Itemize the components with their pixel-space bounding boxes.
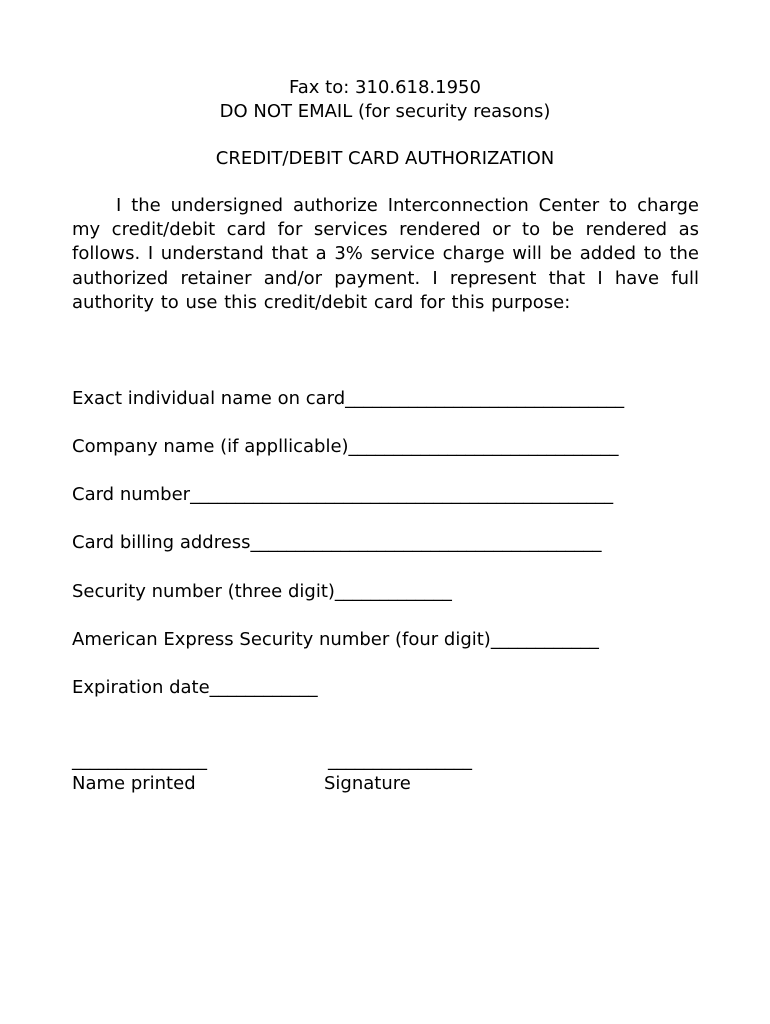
name-on-card-blank: _______________________________ <box>345 388 625 409</box>
card-number-blank: _______________________________________________ <box>190 484 614 505</box>
field-expiration-date <box>72 676 318 700</box>
name-printed-line: _______________ <box>72 750 207 771</box>
field-amex-security-number <box>72 628 599 652</box>
fax-line: Fax to: 310.618.1950 <box>289 77 481 98</box>
field-label: Exact individual name on card <box>72 388 346 409</box>
field-label: Security number (three digit) <box>72 581 335 602</box>
field-card-number <box>72 483 613 507</box>
security-number-blank: _____________ <box>334 581 452 602</box>
signature-line: ________________ <box>328 750 472 771</box>
field-label: Card billing address <box>72 532 251 553</box>
field-security-number <box>72 580 452 604</box>
field-label: Expiration date <box>72 677 210 698</box>
field-billing-address <box>72 531 602 555</box>
company-name-blank: ______________________________ <box>348 436 619 457</box>
form-title: CREDIT/DEBIT CARD AUTHORIZATION <box>215 148 555 169</box>
email-warning: DO NOT EMAIL (for security reasons) <box>219 101 551 122</box>
name-printed-label: Name printed <box>72 773 196 794</box>
expiration-date-blank: ____________ <box>209 677 318 698</box>
field-label: Company name (if appllicable) <box>72 436 349 457</box>
field-label: Card number <box>72 484 191 505</box>
signature-label: Signature <box>324 773 411 794</box>
amex-security-number-blank: ____________ <box>490 629 599 650</box>
authorization-paragraph: I the undersigned authorize Interconnection Center to charge my credit/debit card for services rendered or to be rendered as follows. I understand that a 3% service charge will be added to the authorized retainer and/or payment. I represent that I have full authority to use this credit/debit card for this purpose: <box>72 195 699 313</box>
field-company-name <box>72 435 619 459</box>
field-name-on-card <box>72 387 624 411</box>
billing-address-blank: _______________________________________ <box>250 532 602 553</box>
field-label: American Express Security number (four digit) <box>72 629 491 650</box>
